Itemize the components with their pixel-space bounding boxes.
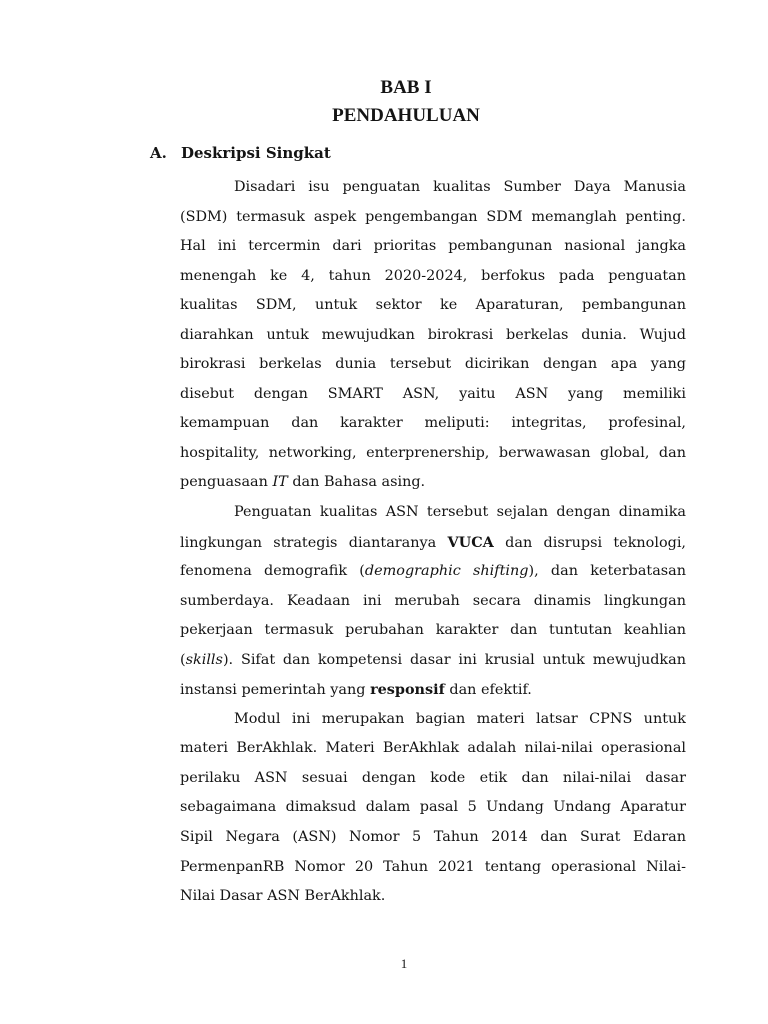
section-heading [150,140,331,166]
chapter-title: PENDAHULUAN [332,105,480,126]
text-segment: penguasaan [180,474,273,491]
text-line [180,439,686,469]
text-line [180,232,686,262]
text-segment: instansi pemerintah yang [180,682,371,699]
text-segment: Disadari isu penguatan kualitas Sumber Daya Manusia [234,179,686,195]
text-segment: dan efektif. [444,682,532,699]
body-text [180,173,686,912]
text-line [180,498,686,528]
text-segment: ). Sifat dan kompetensi dasar ini krusial untuk mewujudkan [222,651,686,668]
bold-text: responsif [370,681,445,699]
text-segment: fenomena demografik ( [180,563,365,580]
text-segment: Nilai Dasar ASN BerAkhlak. [180,888,386,905]
text-segment: Modul ini merupakan bagian materi latsar CPNS untuk [234,710,686,727]
section-letter: A. [150,144,167,162]
text-line [180,587,686,617]
text-line [180,409,686,439]
italic-text: skills [185,651,223,668]
italic-text: demographic shifting [364,563,529,580]
text-line [180,764,686,794]
text-line [180,557,686,587]
text-segment: materi BerAkhlak. Materi BerAkhlak adalah nilai-nilai operasional [180,740,686,757]
text-line [180,380,686,410]
text-segment: Hal ini tercermin dari prioritas pembangunan nasional jangka [180,238,686,255]
text-segment: ( [180,651,186,668]
text-segment: perilaku ASN sesuai dengan kode etik dan nilai-nilai dasar [180,769,686,786]
text-segment: hospitality, networking, enterprenership, berwawasan global, dan [180,444,686,461]
text-segment: PermenpanRB Nomor 20 Tahun 2021 tentang operasional Nilai- [180,858,686,875]
text-line [180,882,686,912]
text-segment: diarahkan untuk mewujudkan birokrasi berkelas dunia. Wujud [180,326,686,343]
text-line [180,675,686,705]
text-segment: kualitas SDM, untuk sektor ke Aparaturan, pembangunan [180,297,686,314]
text-line [180,291,686,321]
text-line [180,616,686,646]
text-segment: dan disrupsi teknologi, [493,534,686,551]
text-segment: Penguatan kualitas ASN tersebut sejalan dengan dinamika [234,504,686,521]
text-line [180,262,686,292]
text-line [180,734,686,764]
text-segment: sumberdaya. Keadaan ini merubah secara dinamis lingkungan [180,592,686,609]
text-line [180,705,686,735]
text-line [180,793,686,823]
section-title: Deskripsi Singkat [181,144,331,162]
text-segment: lingkungan strategis diantaranya [180,534,448,551]
text-segment: menengah ke 4, tahun 2020-2024, berfokus pada penguatan [180,267,686,284]
text-line [180,528,686,558]
paragraph [180,498,686,705]
text-segment: disebut dengan SMART ASN, yaitu ASN yang memiliki [180,385,686,402]
paragraph [180,705,686,912]
text-segment: birokrasi berkelas dunia tersebut dicirikan dengan apa yang [180,356,686,373]
chapter-number: BAB I [380,77,432,98]
bold-text: VUCA [447,533,494,551]
text-line [180,823,686,853]
text-line [180,173,686,203]
text-segment: (SDM) termasuk aspek pengembangan SDM memanglah penting. [180,208,686,225]
page-number: 1 [400,956,408,971]
text-segment: sebagaimana dimaksud dalam pasal 5 Undang Undang Aparatur [180,799,686,816]
text-segment: pekerjaan termasuk perubahan karakter dan tuntutan keahlian [180,622,686,639]
text-line [180,853,686,883]
text-line [180,468,686,498]
text-segment: ), dan keterbatasan [528,563,686,580]
text-line [180,646,686,676]
text-segment: Sipil Negara (ASN) Nomor 5 Tahun 2014 dan Surat Edaran [180,829,686,846]
text-line [180,321,686,351]
italic-text: IT [272,474,288,491]
text-segment: dan Bahasa asing. [287,474,426,491]
paragraph [180,173,686,498]
text-line [180,350,686,380]
text-segment: kemampuan dan karakter meliputi: integritas, profesinal, [180,415,686,432]
text-line [180,203,686,233]
